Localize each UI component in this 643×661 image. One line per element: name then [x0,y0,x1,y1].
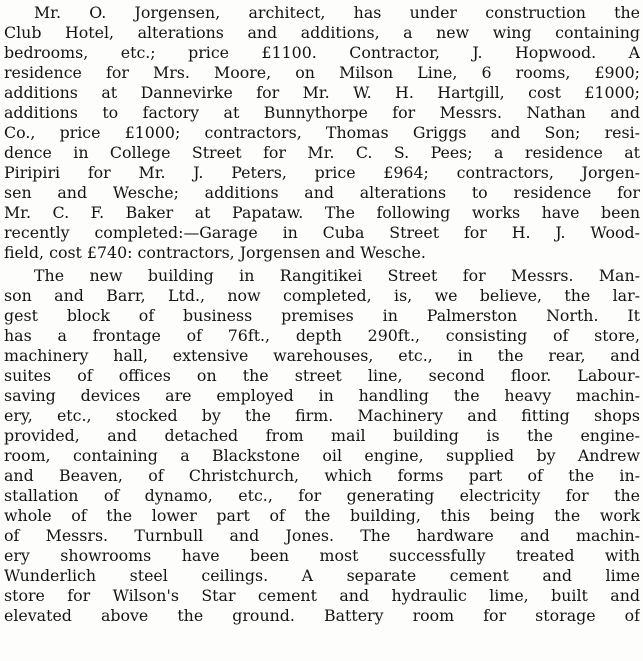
text-line: The new building in Rangitikei Street for Messrs. Man- [34,266,640,285]
text-line: whole of the lower part of the building, this being the work [4,506,640,525]
text-line: provided, and detached from mail building is the engine- [4,426,640,445]
text-line: of Messrs. Turnbull and Jones. The hardware and machin- [4,526,640,545]
text-line: bedrooms, etc.; price £1100. Contractor, J. Hopwood. A [4,43,640,62]
text-line: Wunderlich steel ceilings. A separate cement and lime [4,566,640,585]
text-line: ery showrooms have been most successfully treated with [4,546,640,565]
text-line: suites of offices on the street line, second floor. Labour- [4,366,640,385]
text-line: additions at Dannevirke for Mr. W. H. Hartgill, cost £1000; [4,83,640,102]
text-line: stallation of dynamo, etc., for generating electricity for the [4,486,640,505]
text-line: and Beaven, of Christchurch, which forms part of the in- [4,466,640,485]
text-line: gest block of business premises in Palmerston North. It [4,306,640,325]
text-line: has a frontage of 76ft., depth 290ft., consisting of store, [4,326,640,345]
text-line: Mr. O. Jorgensen, architect, has under construction the [34,3,640,22]
text-line: residence for Mrs. Moore, on Milson Line, 6 rooms, £900; [4,63,640,82]
text-line: son and Barr, Ltd., now completed, is, we believe, the lar- [4,286,640,305]
text-line: Club Hotel, alterations and additions, a new wing containing [4,23,640,42]
text-line: recently completed:—Garage in Cuba Street for H. J. Wood- [4,223,640,242]
text-line: room, containing a Blackstone oil engine, supplied by Andrew [4,446,640,465]
text-line: elevated above the ground. Battery room for storage of [4,606,640,625]
text-line: Co., price £1000; contractors, Thomas Griggs and Son; resi- [4,123,640,142]
text-line: saving devices are employed in handling the heavy machin- [4,386,640,405]
text-line: additions to factory at Bunnythorpe for Messrs. Nathan and [4,103,640,122]
text-line: store for Wilson's Star cement and hydraulic lime, built and [4,586,640,605]
text-line: sen and Wesche; additions and alterations to residence for [4,183,640,202]
text-line: dence in College Street for Mr. C. S. Pees; a residence at [4,143,640,162]
text-line: field, cost £740: contractors, Jorgensen and Wesche. [4,243,426,262]
text-line: machinery hall, extensive warehouses, etc., in the rear, and [4,346,640,365]
text-line: Mr. C. F. Baker at Papataw. The following works have been [4,203,640,222]
text-line: Piripiri for Mr. J. Peters, price £964; contractors, Jorgen- [4,163,640,182]
text-line: ery, etc., stocked by the firm. Machinery and fitting shops [4,406,640,425]
